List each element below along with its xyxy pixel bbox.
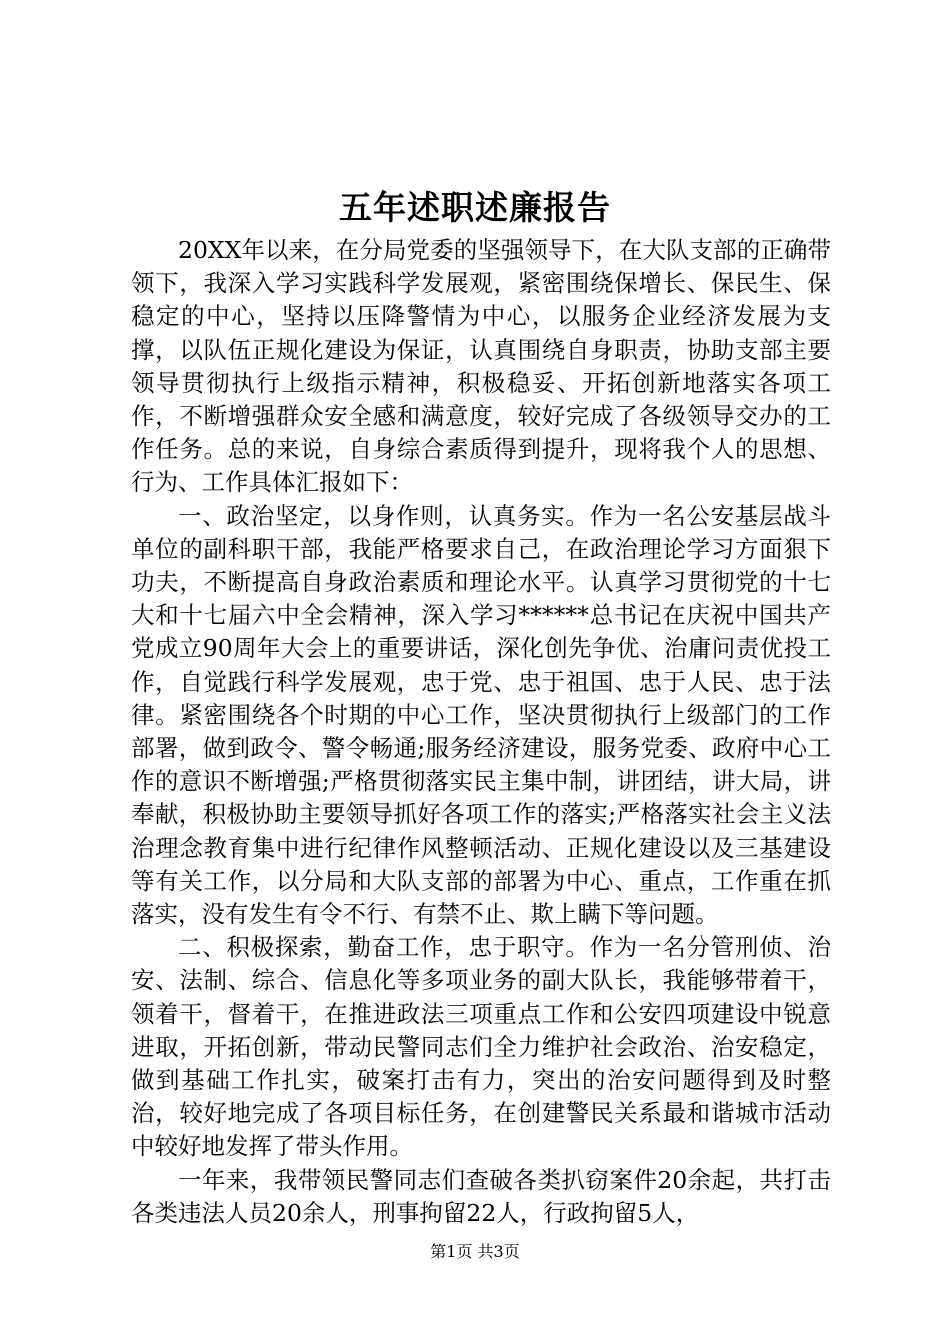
paragraph: 二、积极探索，勤奋工作，忠于职守。作为一名分管刑侦、治安、法制、综合、信息化等多项业务的副大队长，我能够带着干，领着干，督着干，在推进政法三项重点工作和公安四项建设中锐意进取，开拓创新，带动民警同志们全力维护社会政治、治安稳定，做到基础工作扎实，破案打击有力，突出的治安问题得到及时整治，较好地完成了各项目标任务，在创建警民关系最和谐城市活动中较好地发挥了带头作用。 xyxy=(131,933,831,1161)
paragraph: 一年来，我带领民警同志们查破各类扒窃案件20余起，共打击各类违法人员20余人，刑事拘留22人，行政拘留5人， xyxy=(131,1165,831,1227)
paragraph: 一、政治坚定，以身作则，认真务实。作为一名公安基层战斗单位的副科职干部，我能严格要求自己，在政治理论学习方面狠下功夫，不断提高自身政治素质和理论水平。认真学习贯彻党的十七大和十七届六中全会精神，深入学习******总书记在庆祝中国共产党成立90周年大会上的重要讲话，深化创先争优、治庸问责优投工作，自觉践行科学发展观，忠于党、忠于祖国、忠于人民、忠于法律。紧密围绕各个时期的中心工作，坚决贯彻执行上级部门的工作部署，做到政令、警令畅通;服务经济建设，服务党委、政府中心工作的意识不断增强;严格贯彻落实民主集中制，讲团结，讲大局，讲奉献，积极协助主要领导抓好各项工作的落实;严格落实社会主义法治理念教育集中进行纪律作风整顿活动、正规化建设以及三基建设等有关工作，以分局和大队支部的部署为中心、重点，工作重在抓落实，没有发生有令不行、有禁不止、欺上瞒下等问题。 xyxy=(131,501,831,929)
page-footer: 第1页 共3页 xyxy=(430,1242,520,1261)
document-title: 五年述职述廉报告 xyxy=(339,188,611,227)
paragraph: 20XX年以来，在分局党委的坚强领导下，在大队支部的正确带领下，我深入学习实践科学发展观，紧密围绕保增长、保民生、保稳定的中心，坚持以压降警情为中心，以服务企业经济发展为支撑，以队伍正规化建设为保证，认真围绕自身职责，协助支部主要领导贯彻执行上级指示精神，积极稳妥、开拓创新地落实各项工作，不断增强群众安全感和满意度，较好完成了各级领导交办的工作任务。总的来说，自身综合素质得到提升，现将我个人的思想、行为、工作具体汇报如下： xyxy=(131,236,831,497)
document-body xyxy=(131,234,831,1230)
